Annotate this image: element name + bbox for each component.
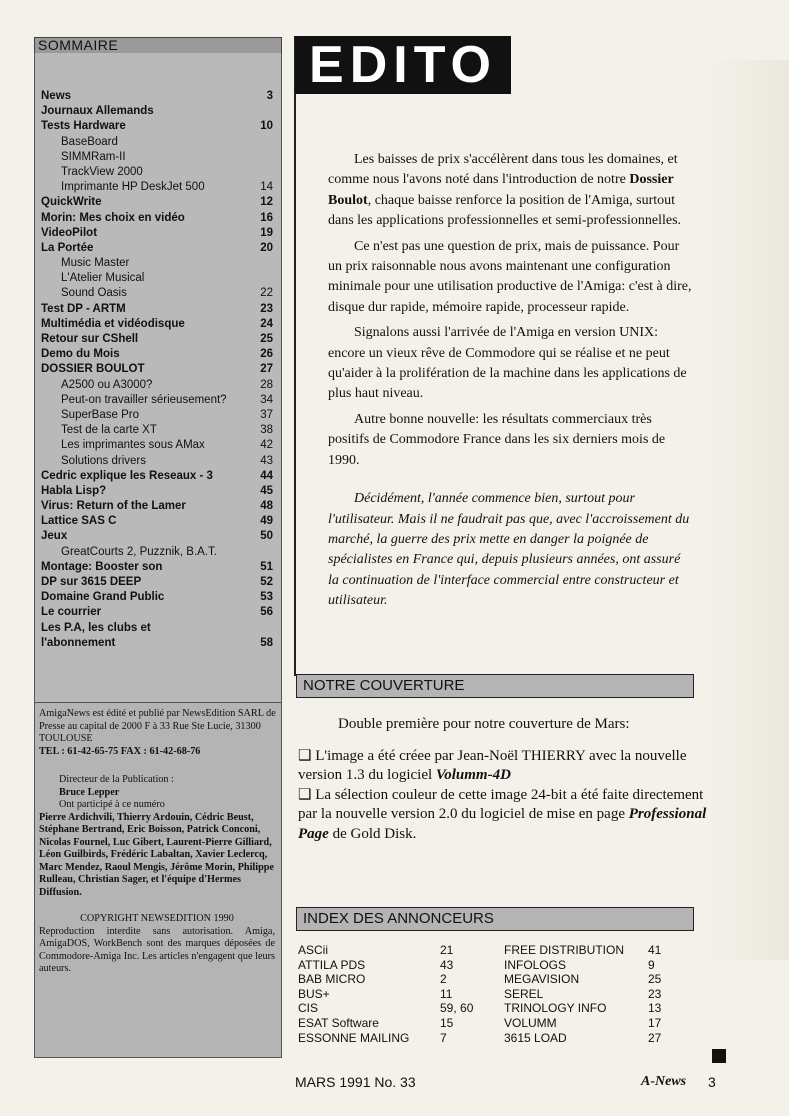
- toc-item-label: Lattice SAS C: [41, 515, 117, 528]
- index-cell: VOLUMM: [504, 1015, 557, 1030]
- toc-item-page: 53: [260, 591, 273, 604]
- toc-item: [35, 545, 281, 560]
- publisher-info: [35, 703, 281, 758]
- director-block: [35, 758, 281, 812]
- toc-item-label: Multimédia et vidéodisque: [41, 317, 185, 330]
- toc-item: [35, 514, 281, 529]
- toc-item-label: Jeux: [41, 530, 68, 543]
- toc-item-page: 42: [260, 439, 273, 452]
- index-cell: ESAT Software: [298, 1015, 379, 1030]
- toc-item-label: L'Atelier Musical: [61, 272, 145, 285]
- couverture-heading: NOTRE COUVERTURE: [296, 674, 694, 698]
- index-cell: 59, 60: [440, 1001, 474, 1016]
- sommaire-title: SOMMAIRE: [34, 37, 282, 54]
- index-cell: 15: [440, 1015, 454, 1030]
- toc-item: [35, 347, 281, 362]
- toc-list: [35, 53, 281, 651]
- couverture-text: [298, 715, 718, 844]
- toc-item-label: GreatCourts 2, Puzznik, B.A.T.: [61, 545, 217, 558]
- toc-item: [35, 590, 281, 605]
- contributors-label: Ont participé à ce numéro: [59, 799, 165, 810]
- index-cell: 27: [648, 1030, 662, 1045]
- toc-item-label: BaseBoard: [61, 135, 118, 148]
- toc-item: [35, 271, 281, 286]
- toc-item-page: 51: [260, 560, 273, 573]
- issue-info: MARS 1991 No. 33: [295, 1074, 416, 1090]
- toc-item-label: Virus: Return of the Lamer: [41, 500, 186, 513]
- index-cell: BAB MICRO: [298, 972, 366, 987]
- toc-item: [35, 165, 281, 180]
- magazine-brand: A-News: [641, 1074, 687, 1089]
- toc-item-page: 14: [260, 181, 273, 194]
- index-cell: 2: [440, 972, 447, 987]
- toc-item-label: l'abonnement: [41, 636, 116, 649]
- toc-item-label: SIMMRam-II: [61, 150, 126, 163]
- edito-paragraph-1: Les baisses de prix s'accélèrent dans tous les domaines, et comme nous l'avons noté dans l'introduction de notre Dossier Boulot, chaque baisse renforce la position de l'Amiga, surtout dans les applications professionnelles et semi-professionnelles.: [328, 152, 682, 229]
- toc-item-page: 44: [260, 469, 273, 482]
- toc-item: [35, 302, 281, 317]
- toc-item: [35, 256, 281, 271]
- toc-item: [35, 104, 281, 119]
- toc-item-page: 24: [260, 317, 273, 330]
- toc-item-label: Montage: Booster son: [41, 560, 163, 573]
- toc-item: [35, 89, 281, 104]
- index-cell: CIS: [298, 1001, 319, 1016]
- toc-item-label: TrackView 2000: [61, 165, 143, 178]
- toc-item: [35, 560, 281, 575]
- toc-item: [35, 499, 281, 514]
- index-cell: 21: [440, 943, 454, 957]
- copyright-line: COPYRIGHT NEWSEDITION 1990: [80, 913, 234, 924]
- edito-title: EDITO: [295, 36, 511, 94]
- toc-item-page: 25: [260, 333, 273, 345]
- toc-item: [35, 393, 281, 408]
- toc-item: [35, 469, 281, 484]
- toc-item-page: 20: [260, 241, 273, 254]
- toc-item-page: 26: [260, 348, 273, 361]
- toc-item-page: 23: [260, 302, 273, 315]
- toc-item-page: 3: [266, 90, 273, 102]
- sommaire-sidebar: [34, 37, 282, 1057]
- toc-item: [35, 362, 281, 377]
- toc-item-label: Sound Oasis: [61, 287, 127, 300]
- director-name: Bruce Lepper: [59, 786, 120, 798]
- toc-item-label: News: [41, 90, 72, 102]
- edito-paragraph-2: Ce n'est pas une question de prix, mais de puissance. Pour un prix raisonnable nous avons maintenant une configuration minimale pour une utilisation productive de l'Amiga: c'est à dire, disque dur rapide, mémoire rapide, processeur rapide.: [328, 238, 692, 315]
- toc-item-label: Cedric explique les Reseaux - 3: [41, 469, 213, 482]
- index-cell: ATTILA PDS: [298, 957, 366, 972]
- copyright-block: [35, 899, 281, 976]
- toc-item-page: 28: [260, 378, 273, 391]
- toc-item-page: 50: [260, 530, 273, 543]
- toc-item-page: 56: [260, 606, 273, 619]
- index-cell: 9: [648, 957, 655, 972]
- toc-item: [35, 226, 281, 241]
- index-cell: 23: [648, 986, 662, 1001]
- index-cell: INFOLOGS: [504, 957, 567, 972]
- impressum: [34, 702, 282, 1058]
- toc-item-page: 48: [260, 500, 273, 513]
- index-cell: 17: [648, 1015, 662, 1030]
- toc-item-page: 12: [260, 196, 273, 209]
- toc-item: [35, 621, 281, 636]
- toc-item-page: 52: [260, 576, 273, 588]
- toc-item: [35, 135, 281, 150]
- toc-item-page: 27: [260, 363, 273, 376]
- toc-item-page: 19: [260, 226, 273, 239]
- toc-item-page: 10: [260, 120, 273, 133]
- couverture-intro: Double première pour notre couverture de Mars:: [338, 716, 630, 732]
- toc-item-label: Test DP - ARTM: [41, 302, 126, 315]
- index-heading: INDEX DES ANNONCEURS: [296, 907, 694, 931]
- toc-item-page: 58: [260, 636, 273, 649]
- toc-item-label: VideoPilot: [41, 226, 98, 239]
- end-square-mark: [712, 1049, 726, 1063]
- index-cell: 7: [440, 1030, 447, 1045]
- edito-paragraph-4: Autre bonne nouvelle: les résultats commerciaux très positifs de Commodore France dans les six derniers mois de 1990.: [328, 411, 666, 468]
- index-cell: 43: [440, 957, 454, 972]
- edito-paragraph-5: Décidément, l'année commence bien, surtout pour l'utilisateur. Mais il ne faudrait pas que, avec l'accroissement du marché, la guerre des prix mette en danger la poignée de spécialistes en France qui, depuis plusieurs années, ont assuré la continuation de l'interface commercial entre constructeur et utilisateur.: [328, 491, 690, 609]
- toc-item-page: 37: [260, 408, 273, 421]
- toc-item-label: Les P.A, les clubs et: [41, 621, 151, 634]
- toc-item-page: 38: [260, 424, 273, 437]
- column-divider: [294, 36, 296, 676]
- toc-item-page: 34: [260, 393, 273, 406]
- edito-body: [328, 150, 694, 612]
- toc-item-label: SuperBase Pro: [61, 408, 139, 421]
- index-cell: BUS+: [298, 986, 330, 1001]
- toc-item-label: Retour sur CShell: [41, 333, 139, 345]
- edito-paragraph-3: Signalons aussi l'arrivée de l'Amiga en version UNIX: encore un vieux rêve de Commodore qui se réalise et ne peut qu'aider à la prolifération de la machine dans les applications de plus haut niveau.: [328, 325, 687, 402]
- toc-item-label: La Portée: [41, 241, 94, 254]
- toc-item: [35, 575, 281, 590]
- toc-item-label: Imprimante HP DeskJet 500: [61, 181, 205, 194]
- index-cell: ESSONNE MAILING: [298, 1030, 410, 1045]
- toc-item-label: A2500 ou A3000?: [61, 378, 153, 391]
- toc-item-label: Music Master: [61, 257, 130, 270]
- page-number: 3: [708, 1074, 716, 1090]
- toc-item-page: 43: [260, 454, 273, 467]
- toc-item-page: 22: [260, 287, 273, 300]
- emphasis: Professional Page: [298, 806, 707, 842]
- index-cell: 25: [648, 972, 662, 987]
- toc-item-label: Le courrier: [41, 606, 102, 619]
- toc-item-label: Habla Lisp?: [41, 484, 107, 497]
- toc-item-label: QuickWrite: [41, 196, 102, 209]
- toc-item-label: Demo du Mois: [41, 348, 120, 361]
- toc-item-label: Peut-on travailler sérieusement?: [61, 393, 227, 406]
- index-cell: SEREL: [504, 986, 544, 1001]
- toc-item: [35, 211, 281, 226]
- toc-item-label: Solutions drivers: [61, 454, 147, 467]
- director-label: Directeur de la Publication :: [59, 774, 174, 785]
- toc-item-label: DP sur 3615 DEEP: [41, 576, 142, 588]
- index-cell: MEGAVISION: [504, 972, 580, 987]
- index-cell: FREE DISTRIBUTION: [504, 943, 625, 957]
- toc-item: [35, 119, 281, 134]
- toc-item: [35, 378, 281, 393]
- publisher-text: AmigaNews est édité et publié par NewsEdition SARL de Presse au capital de 2000 F à 33 Rue Ste Lucie, 31300 TOULOUSE: [39, 708, 276, 744]
- couverture-paragraph-2: ❑ La sélection couleur de cette image 24-bit a été faite directement par la nouvelle version 2.0 du logiciel de mise en page Professional Page de Gold Disk.: [298, 786, 707, 842]
- index-cell: 41: [648, 943, 662, 957]
- phone-fax: TEL : 61-42-65-75 FAX : 61-42-68-76: [39, 745, 201, 757]
- toc-item: [35, 241, 281, 256]
- index-cell: TRINOLOGY INFO: [504, 1001, 607, 1016]
- toc-item: [35, 529, 281, 544]
- toc-item-label: Domaine Grand Public: [41, 591, 165, 604]
- toc-item: [35, 484, 281, 499]
- emphasis: Volumm-4D: [435, 767, 511, 783]
- toc-item-page: 49: [260, 515, 273, 528]
- index-cell: ASCii: [298, 943, 329, 957]
- toc-item-label: DOSSIER BOULOT: [41, 363, 145, 376]
- toc-item-label: Morin: Mes choix en vidéo: [41, 211, 185, 224]
- toc-item: [35, 180, 281, 195]
- table-of-contents: [34, 53, 282, 714]
- index-cell: 11: [440, 986, 453, 1001]
- toc-item: [35, 438, 281, 453]
- toc-item: [35, 317, 281, 332]
- toc-item-label: Journaux Allemands: [41, 105, 154, 118]
- toc-item: [35, 454, 281, 469]
- index-cell: 13: [648, 1001, 662, 1016]
- toc-item-label: Tests Hardware: [41, 120, 126, 133]
- toc-item: [35, 636, 281, 651]
- toc-item-label: Test de la carte XT: [61, 424, 157, 437]
- toc-item: [35, 423, 281, 438]
- index-cell: 3615 LOAD: [504, 1030, 567, 1045]
- toc-item-label: Les imprimantes sous AMax: [61, 439, 205, 452]
- toc-item: [35, 195, 281, 210]
- toc-item: [35, 408, 281, 423]
- toc-item: [35, 150, 281, 165]
- couverture-paragraph-1: ❑ L'image a été créee par Jean-Noël THIERRY avec la nouvelle version 1.3 du logiciel Volumm-4D: [298, 747, 687, 783]
- toc-item: [35, 605, 281, 620]
- bold-phrase: Dossier Boulot: [328, 172, 674, 208]
- rights-text: Reproduction interdite sans autorisation. Amiga, AmigaDOS, WorkBench sont des marques déposées de Commodore-Amiga Inc. Les articles n'engagent que leurs auteurs.: [39, 925, 275, 974]
- toc-item: [35, 332, 281, 347]
- toc-item-page: 45: [260, 484, 273, 497]
- toc-item: [35, 286, 281, 301]
- contributors-list: Pierre Ardichvili, Thierry Ardouin, Cédric Beust, Stéphane Bertrand, Eric Boisson, Patrick Conconi, Nicolas Fournel, Luc Gibert, Laurent-Pierre Gilliard, Léon Guilbirds, Frédéric Labaltan, Xavier Leclercq, Marc Mendez, Raoul Mengis, Jérôme Morin, Philippe Rulleau, Christian Sager, et l'équipe d'Hermes Diffusion.: [39, 811, 274, 898]
- toc-item-page: 16: [260, 211, 273, 224]
